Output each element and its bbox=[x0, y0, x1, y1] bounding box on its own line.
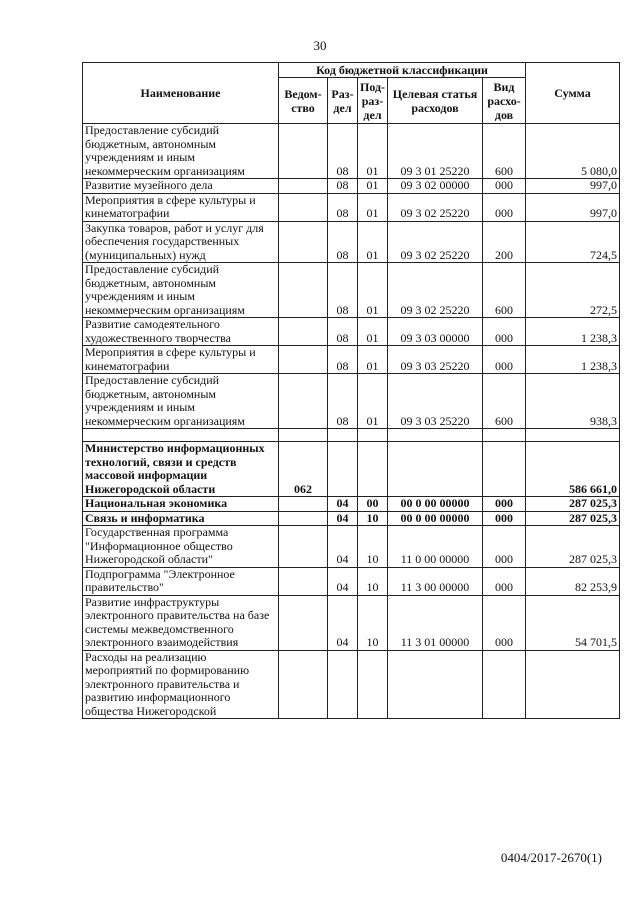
table-row bbox=[83, 442, 620, 497]
row-vedomstvo bbox=[279, 374, 328, 429]
row-name: Предоставление субсидий бюджетным, автономным учреждениям и иным некоммерческим организациям bbox=[83, 374, 279, 429]
row-razdel: 08 bbox=[328, 263, 358, 318]
table-row bbox=[83, 346, 620, 374]
row-target bbox=[388, 442, 483, 497]
row-target bbox=[388, 650, 483, 719]
row-vedomstvo bbox=[279, 346, 328, 374]
row-vedomstvo bbox=[279, 567, 328, 595]
table-row bbox=[83, 511, 620, 526]
table-row bbox=[83, 497, 620, 512]
row-name: Развитие музейного дела bbox=[83, 179, 279, 194]
row-name: Государственная программа "Информационное общество Нижегородской области" bbox=[83, 526, 279, 568]
row-podrazdel: 10 bbox=[358, 567, 388, 595]
row-vedomstvo bbox=[279, 318, 328, 346]
row-name: Национальная экономика bbox=[83, 497, 279, 512]
row-vid: 000 bbox=[483, 497, 526, 512]
row-target: 11 0 00 00000 bbox=[388, 526, 483, 568]
table-row bbox=[83, 221, 620, 263]
row-name: Развитие инфраструктуры электронного правительства на базе системы межведомственного электронного взаимодействия bbox=[83, 595, 279, 650]
row-podrazdel: 01 bbox=[358, 193, 388, 221]
row-sum: 938,3 bbox=[526, 374, 620, 429]
row-vedomstvo bbox=[279, 511, 328, 526]
header-podrazdel: Под-раз-дел bbox=[358, 78, 388, 124]
row-vedomstvo bbox=[279, 429, 328, 442]
page-number: 30 bbox=[313, 38, 327, 53]
row-sum: 82 253,9 bbox=[526, 567, 620, 595]
row-target: 09 3 02 00000 bbox=[388, 179, 483, 194]
row-vid: 000 bbox=[483, 526, 526, 568]
row-sum: 586 661,0 bbox=[526, 442, 620, 497]
row-vedomstvo bbox=[279, 526, 328, 568]
row-podrazdel: 01 bbox=[358, 346, 388, 374]
header-sum: Сумма bbox=[526, 63, 620, 124]
row-vid: 000 bbox=[483, 318, 526, 346]
row-vedomstvo bbox=[279, 179, 328, 194]
budget-table bbox=[82, 62, 620, 719]
row-podrazdel: 01 bbox=[358, 179, 388, 194]
row-podrazdel bbox=[358, 442, 388, 497]
table-row bbox=[83, 374, 620, 429]
row-name bbox=[83, 429, 279, 442]
row-vid: 200 bbox=[483, 221, 526, 263]
row-razdel: 08 bbox=[328, 124, 358, 179]
row-sum: 1 238,3 bbox=[526, 346, 620, 374]
row-razdel: 08 bbox=[328, 179, 358, 194]
row-vedomstvo bbox=[279, 221, 328, 263]
row-sum bbox=[526, 650, 620, 719]
row-vid: 600 bbox=[483, 263, 526, 318]
row-podrazdel: 10 bbox=[358, 595, 388, 650]
row-sum: 997,0 bbox=[526, 193, 620, 221]
row-podrazdel: 01 bbox=[358, 318, 388, 346]
row-sum: 287 025,3 bbox=[526, 526, 620, 568]
row-razdel bbox=[328, 442, 358, 497]
row-sum: 272,5 bbox=[526, 263, 620, 318]
row-vid: 600 bbox=[483, 374, 526, 429]
table-row bbox=[83, 179, 620, 194]
row-vid: 000 bbox=[483, 346, 526, 374]
row-podrazdel: 10 bbox=[358, 526, 388, 568]
row-target: 00 0 00 00000 bbox=[388, 511, 483, 526]
header-vedomstvo: Ведом-ство bbox=[279, 78, 328, 124]
row-razdel: 04 bbox=[328, 497, 358, 512]
table-row bbox=[83, 567, 620, 595]
row-vid bbox=[483, 442, 526, 497]
row-vedomstvo bbox=[279, 193, 328, 221]
row-name: Министерство информационных технологий, связи и средств массовой информации Нижегородской области bbox=[83, 442, 279, 497]
row-vid bbox=[483, 650, 526, 719]
table-row bbox=[83, 595, 620, 650]
row-name: Подпрограмма "Электронное правительство" bbox=[83, 567, 279, 595]
row-vid: 000 bbox=[483, 567, 526, 595]
row-razdel: 08 bbox=[328, 193, 358, 221]
row-target: 11 3 01 00000 bbox=[388, 595, 483, 650]
header-code-group: Код бюджетной классификации bbox=[279, 63, 526, 78]
row-sum: 1 238,3 bbox=[526, 318, 620, 346]
header-razdel: Раз-дел bbox=[328, 78, 358, 124]
row-razdel: 04 bbox=[328, 567, 358, 595]
row-sum bbox=[526, 429, 620, 442]
row-podrazdel: 01 bbox=[358, 124, 388, 179]
row-sum: 997,0 bbox=[526, 179, 620, 194]
row-name: Расходы на реализацию мероприятий по формированию электронного правительства и развитию информационного общества Нижегородской bbox=[83, 650, 279, 719]
row-podrazdel: 10 bbox=[358, 511, 388, 526]
row-vedomstvo bbox=[279, 263, 328, 318]
header-target: Целевая статья расходов bbox=[388, 78, 483, 124]
row-vedomstvo: 062 bbox=[279, 442, 328, 497]
row-target: 09 3 03 00000 bbox=[388, 318, 483, 346]
row-razdel bbox=[328, 650, 358, 719]
row-name: Предоставление субсидий бюджетным, автономным учреждениям и иным некоммерческим организациям bbox=[83, 263, 279, 318]
row-vid: 600 bbox=[483, 124, 526, 179]
row-sum: 287 025,3 bbox=[526, 511, 620, 526]
row-sum: 5 080,0 bbox=[526, 124, 620, 179]
document-code: 0404/2017-2670(1) bbox=[500, 850, 602, 865]
row-target: 09 3 02 25220 bbox=[388, 263, 483, 318]
row-sum: 724,5 bbox=[526, 221, 620, 263]
row-target: 00 0 00 00000 bbox=[388, 497, 483, 512]
table-row bbox=[83, 124, 620, 179]
row-podrazdel: 01 bbox=[358, 221, 388, 263]
row-podrazdel: 01 bbox=[358, 374, 388, 429]
row-vedomstvo bbox=[279, 595, 328, 650]
row-target bbox=[388, 429, 483, 442]
row-name: Развитие самодеятельного художественного творчества bbox=[83, 318, 279, 346]
row-name: Связь и информатика bbox=[83, 511, 279, 526]
row-vid: 000 bbox=[483, 511, 526, 526]
header-name: Наименование bbox=[83, 63, 279, 124]
row-vedomstvo bbox=[279, 124, 328, 179]
row-podrazdel bbox=[358, 429, 388, 442]
row-target: 11 3 00 00000 bbox=[388, 567, 483, 595]
row-vedomstvo bbox=[279, 497, 328, 512]
header-vid: Вид расхо-дов bbox=[483, 78, 526, 124]
row-razdel: 04 bbox=[328, 511, 358, 526]
row-vid: 000 bbox=[483, 595, 526, 650]
row-podrazdel bbox=[358, 650, 388, 719]
row-razdel: 08 bbox=[328, 318, 358, 346]
table-row bbox=[83, 318, 620, 346]
table-row bbox=[83, 526, 620, 568]
row-sum: 287 025,3 bbox=[526, 497, 620, 512]
row-name: Мероприятия в сфере культуры и кинематографии bbox=[83, 346, 279, 374]
row-podrazdel: 00 bbox=[358, 497, 388, 512]
row-vid bbox=[483, 429, 526, 442]
row-razdel: 04 bbox=[328, 595, 358, 650]
table-row bbox=[83, 429, 620, 442]
row-razdel bbox=[328, 429, 358, 442]
row-sum: 54 701,5 bbox=[526, 595, 620, 650]
row-target: 09 3 01 25220 bbox=[388, 124, 483, 179]
row-razdel: 08 bbox=[328, 374, 358, 429]
row-target: 09 3 02 25220 bbox=[388, 193, 483, 221]
row-podrazdel: 01 bbox=[358, 263, 388, 318]
row-name: Мероприятия в сфере культуры и кинематографии bbox=[83, 193, 279, 221]
table-row bbox=[83, 193, 620, 221]
row-vedomstvo bbox=[279, 650, 328, 719]
row-name: Предоставление субсидий бюджетным, автономным учреждениям и иным некоммерческим организациям bbox=[83, 124, 279, 179]
row-vid: 000 bbox=[483, 193, 526, 221]
row-razdel: 08 bbox=[328, 221, 358, 263]
row-name: Закупка товаров, работ и услуг для обеспечения государственных (муниципальных) нужд bbox=[83, 221, 279, 263]
row-target: 09 3 03 25220 bbox=[388, 374, 483, 429]
row-target: 09 3 03 25220 bbox=[388, 346, 483, 374]
row-vid: 000 bbox=[483, 179, 526, 194]
row-target: 09 3 02 25220 bbox=[388, 221, 483, 263]
row-razdel: 08 bbox=[328, 346, 358, 374]
row-razdel: 04 bbox=[328, 526, 358, 568]
table-row bbox=[83, 263, 620, 318]
table-row bbox=[83, 650, 620, 719]
